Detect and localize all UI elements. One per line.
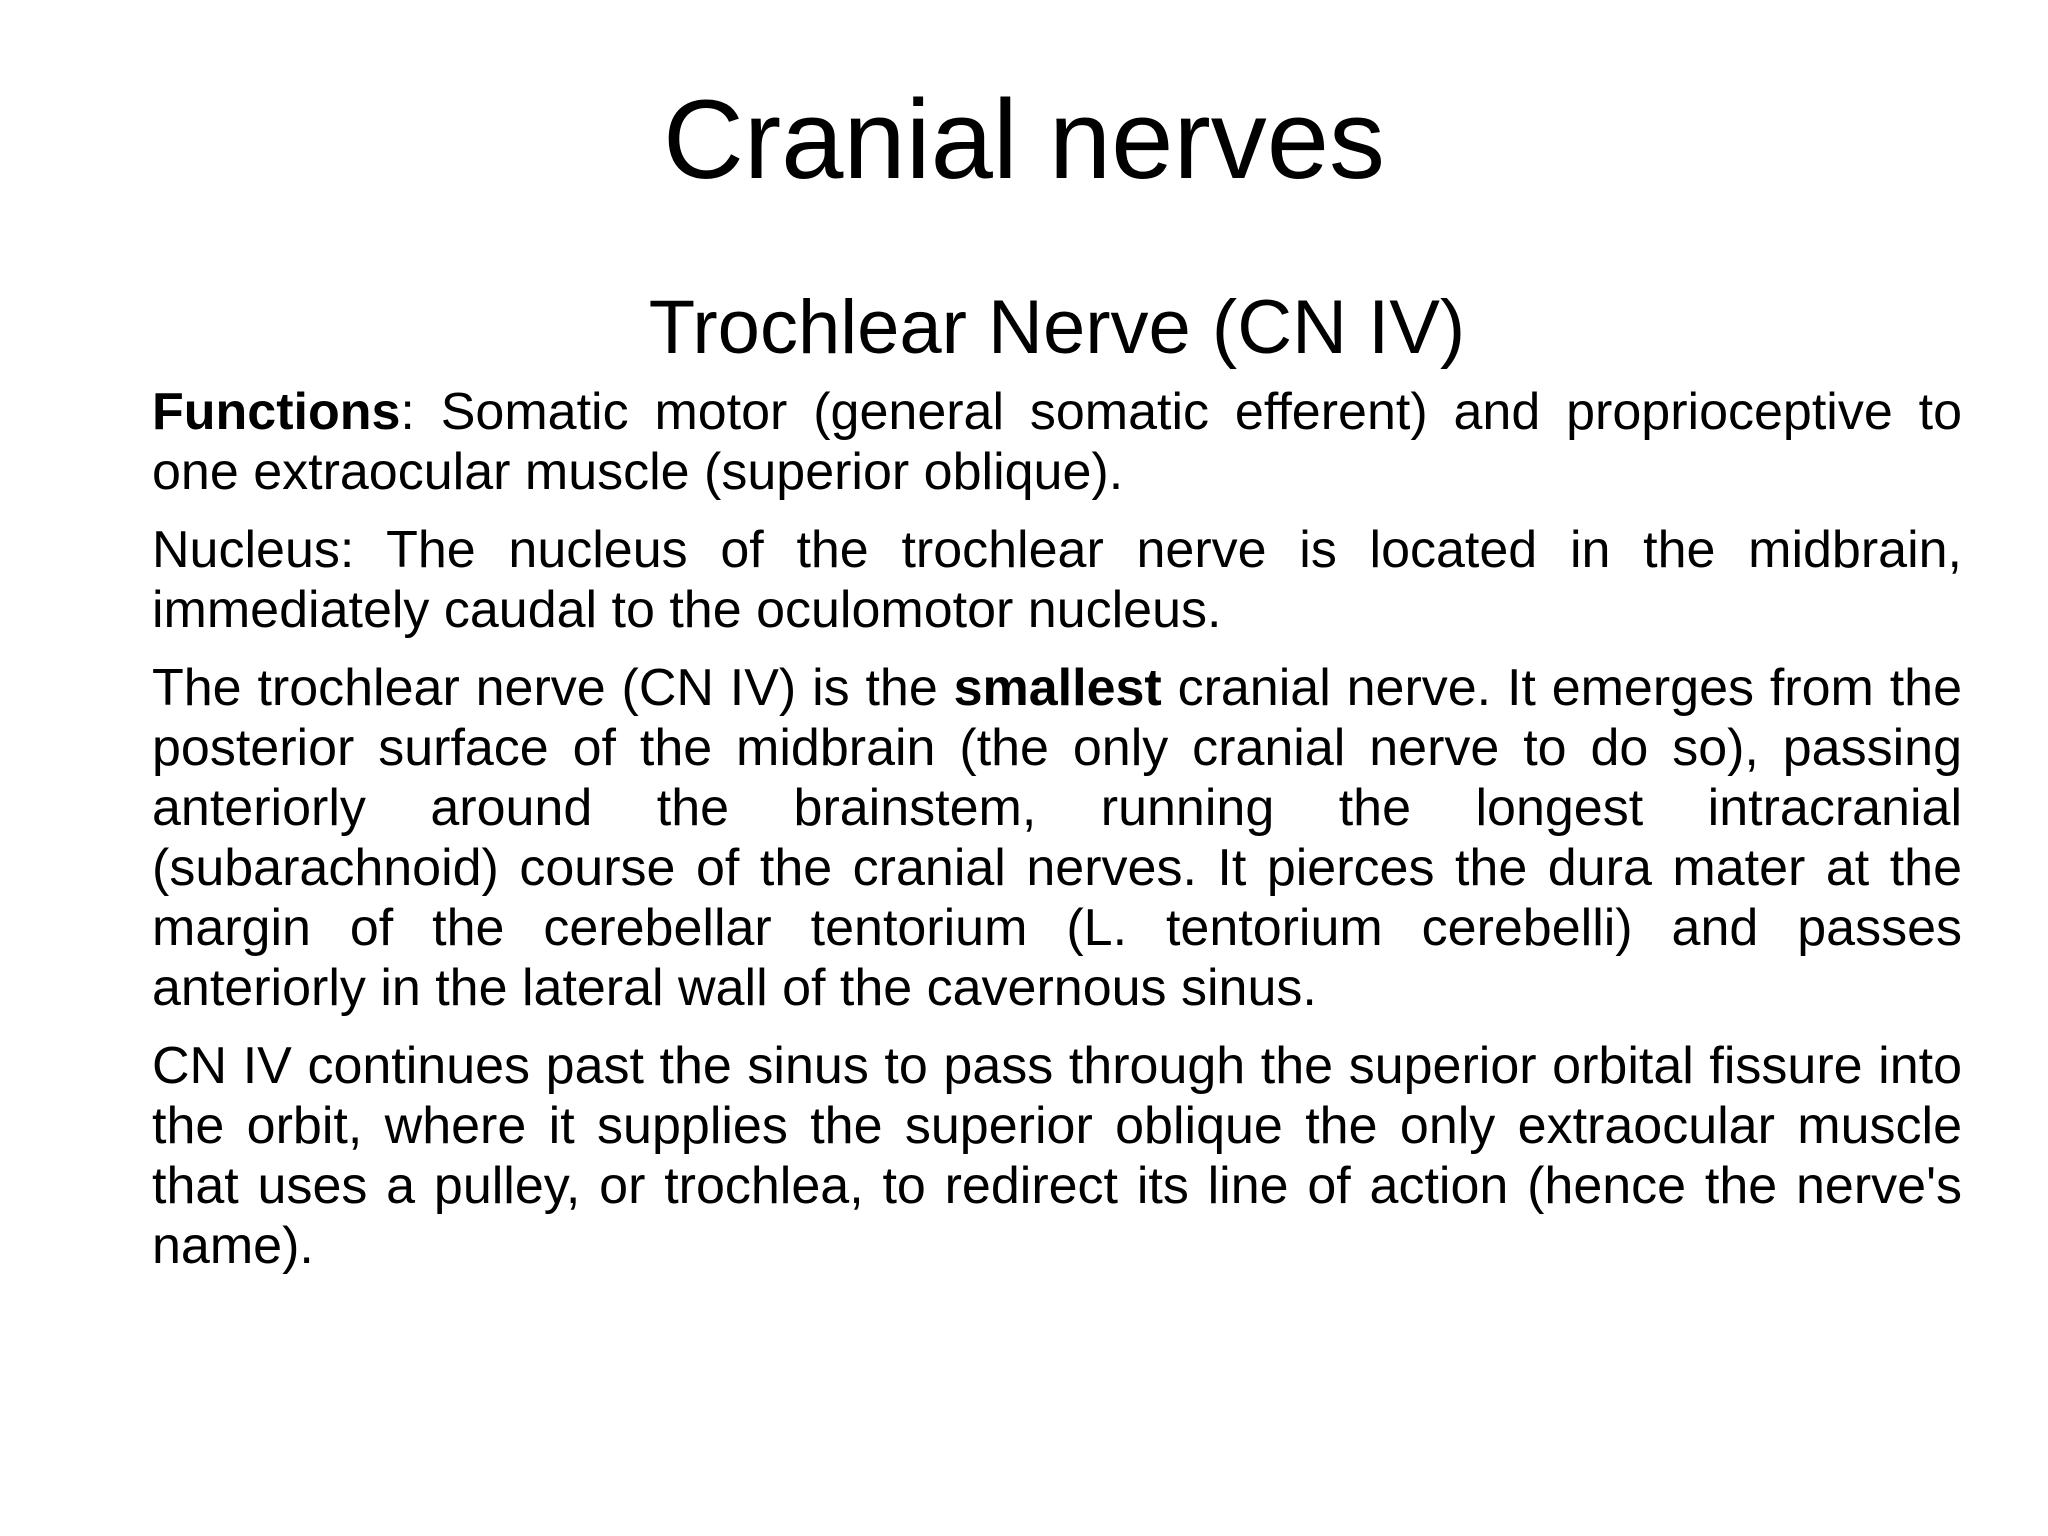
functions-label: Functions <box>152 383 401 441</box>
orbit-paragraph: CN IV continues past the sinus to pass through the superior orbital fissure into the orbit, where it supplies the superior oblique the only extraocular muscle that uses a pulley, or trochlea, to redirect its line of action (hence the nerve's name). <box>152 1037 1962 1275</box>
course-text-before: The trochlear nerve (CN IV) is the <box>152 659 954 717</box>
course-bold-term: smallest <box>953 659 1162 717</box>
slide-subtitle: Trochlear Nerve (CN IV) <box>648 285 1466 370</box>
functions-text: : Somatic motor (general somatic efferent) and proprioceptive to one extraocular muscle (superior oblique). <box>152 383 1962 501</box>
course-paragraph <box>152 658 1962 1018</box>
functions-paragraph <box>152 382 1962 502</box>
course-text-after: cranial nerve. It emerges from the posterior surface of the midbrain (the only cranial nerve to do so), passing anteriorly around the brainstem, running the longest intracranial (subarachnoid) course of the cranial nerves. It pierces the dura mater at the margin of the cerebellar tentorium (L. tentorium cerebelli) and passes anteriorly in the lateral wall of the cavernous sinus. <box>152 659 1962 1017</box>
slide-body <box>152 280 1962 1294</box>
slide-title: Cranial nerves <box>662 77 1386 202</box>
nucleus-paragraph: Nucleus: The nucleus of the trochlear nerve is located in the midbrain, immediately caudal to the oculomotor nucleus. <box>152 521 1962 639</box>
